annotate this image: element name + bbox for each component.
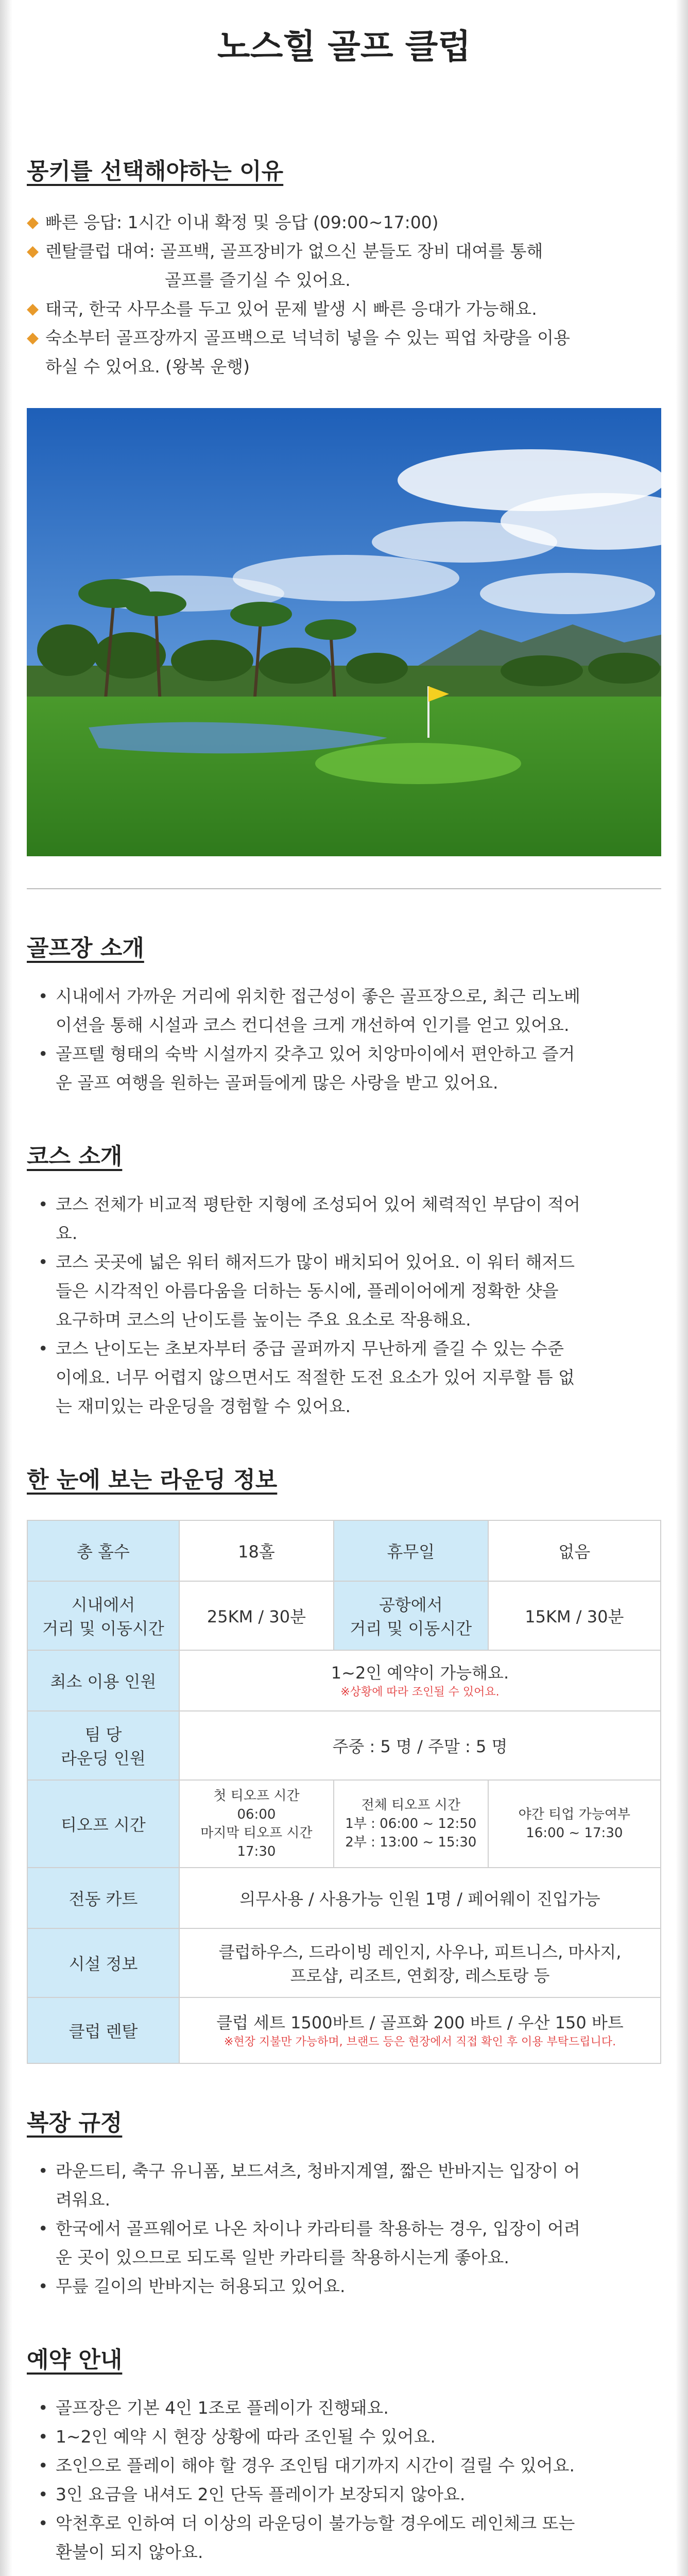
first-tee-off-line: 06:00 (237, 1807, 276, 1822)
list-item (27, 2214, 661, 2272)
intro-list (27, 982, 661, 1097)
first-tee-off-line: 17:30 (237, 1844, 276, 1859)
list-item-line: • 한국에서 골프웨어로 나온 차이나 카라티를 착용하는 경우, 입장이 어려 (56, 2218, 580, 2239)
city-distance-label-line: 거리 및 이동시간 (42, 1619, 164, 1638)
first-tee-off-line: 첫 티오프 시간 (213, 1788, 300, 1804)
diamond-bullet-icon: ◆ (27, 300, 39, 318)
min-players-text: 1~2인 예약이 가능해요. (331, 1663, 509, 1683)
table-row (27, 1928, 661, 1997)
list-item-line: 환불이 되지 않아요. (56, 2542, 203, 2562)
rental-note: ※현장 지불만 가능하며, 브랜드 등은 현장에서 직접 확인 후 이용 부탁드립니다. (223, 2036, 616, 2048)
reserve-list (27, 2394, 661, 2567)
list-item (27, 2422, 661, 2451)
why-item (27, 324, 661, 381)
list-item-line: 는 재미있는 라운딩을 경험할 수 있어요. (56, 1396, 351, 1416)
table-row (27, 1711, 661, 1780)
dress-list (27, 2157, 661, 2301)
list-item (27, 982, 661, 1040)
table-row (27, 1650, 661, 1711)
list-item-line: 이션을 통해 시설과 코스 컨디션을 크게 개선하여 인기를 얻고 있어요. (56, 1015, 570, 1035)
section-title-reserve: 예약 안내 (27, 2347, 123, 2373)
list-item-line: 요구하며 코스의 난이도를 높이는 주요 요소로 작용해요. (56, 1310, 471, 1330)
golf-course-photo (27, 408, 661, 856)
all-tee-off-line: 1부 : 06:00 ~ 12:50 (345, 1816, 477, 1832)
section-title-why: 몽키를 선택해야하는 이유 (27, 158, 284, 184)
facility-value-line: 프로샵, 리조트, 연회장, 레스토랑 등 (290, 1966, 550, 1986)
holes-value: 18홀 (179, 1520, 334, 1581)
airport-distance-label (334, 1581, 488, 1650)
list-item-line: 운 골프 여행을 원하는 골퍼들에게 많은 사랑을 받고 있어요. (56, 1073, 498, 1093)
tee-off-label: 티오프 시간 (27, 1780, 179, 1868)
night-tee-off-cell (488, 1780, 661, 1868)
list-item (27, 2394, 661, 2422)
why-item-line: 빠른 응답: 1시간 이내 확정 및 응답 (09:00~17:00) (45, 212, 439, 232)
list-item (27, 2451, 661, 2480)
list-item-line: 운 곳이 있으므로 되도록 일반 카라티를 착용하시는게 좋아요. (56, 2247, 509, 2267)
table-row (27, 1997, 661, 2063)
cart-label: 전동 카트 (27, 1868, 179, 1928)
night-tee-off-line: 16:00 ~ 17:30 (526, 1825, 623, 1841)
min-players-label: 최소 이용 인원 (27, 1650, 179, 1711)
list-item (27, 1190, 661, 1248)
why-item-line: 골프를 즐기실 수 있어요. (165, 270, 351, 290)
first-tee-off-cell (179, 1780, 334, 1868)
rental-value (179, 1997, 661, 2063)
course-list (27, 1190, 661, 1421)
table-row (27, 1581, 661, 1650)
team-players-label (27, 1711, 179, 1780)
why-item (27, 237, 661, 295)
round-info-table (27, 1520, 661, 2064)
why-item-line: 렌탈클럽 대여: 골프백, 골프장비가 없으신 분들도 장비 대여를 통해 (45, 241, 543, 261)
facility-value-line: 클럽하우스, 드라이빙 레인지, 사우나, 피트니스, 마사지, (218, 1942, 622, 1962)
page-shadow-left (0, 0, 12, 2576)
list-item-line: • 3인 요금을 내셔도 2인 단독 플레이가 보장되지 않아요. (56, 2484, 466, 2504)
airport-distance-value: 15KM / 30분 (488, 1581, 661, 1650)
section-title-course: 코스 소개 (27, 1143, 123, 1170)
list-item-line: • 골프장은 기본 4인 1조로 플레이가 진행돼요. (56, 2398, 389, 2418)
list-item-line: • 시내에서 가까운 거리에 위치한 접근성이 좋은 골프장으로, 최근 리노베 (56, 986, 580, 1006)
list-item-line: • 코스 전체가 비교적 평탄한 지형에 조성되어 있어 체력적인 부담이 적어 (56, 1194, 580, 1214)
night-tee-off-line: 야간 티업 가능여부 (518, 1807, 631, 1822)
list-item (27, 2157, 661, 2214)
section-divider (27, 888, 661, 889)
list-item (27, 2272, 661, 2301)
list-item-line: • 라운드티, 축구 유니폼, 보드셔츠, 청바지계열, 짧은 반바지는 입장이 어 (56, 2161, 580, 2181)
team-players-label-line: 팀 당 (84, 1725, 122, 1744)
min-players-note: ※상황에 따라 조인될 수 있어요. (340, 1686, 500, 1699)
why-list (27, 208, 661, 381)
list-item-line: 이에요. 너무 어렵지 않으면서도 적절한 도전 요소가 있어 지루할 틈 없 (56, 1367, 575, 1387)
all-tee-off-cell (334, 1780, 488, 1868)
table-row (27, 1520, 661, 1581)
list-item (27, 1334, 661, 1421)
list-item-line: • 코스 난이도는 초보자부터 중급 골퍼까지 무난하게 즐길 수 있는 수준 (56, 1338, 564, 1359)
page-title: 노스힐 골프 클럽 (217, 27, 471, 66)
table-row (27, 1780, 661, 1868)
section-title-info: 한 눈에 보는 라운딩 정보 (27, 1467, 278, 1493)
airport-distance-label-line: 거리 및 이동시간 (350, 1619, 472, 1638)
section-title-dress: 복장 규정 (27, 2110, 123, 2136)
list-item (27, 2480, 661, 2509)
list-item-line: 들은 시각적인 아름다움을 더하는 동시에, 플레이어에게 정확한 샷을 (56, 1281, 559, 1301)
content (27, 0, 661, 2576)
rental-value-text: 클럽 세트 1500바트 / 골프화 200 바트 / 우산 150 바트 (216, 2013, 624, 2032)
all-tee-off-line: 전체 티오프 시간 (361, 1798, 460, 1813)
section-title-intro: 골프장 소개 (27, 935, 144, 961)
diamond-bullet-icon: ◆ (27, 329, 39, 347)
list-item-line: • 악천후로 인하여 더 이상의 라운딩이 불가능할 경우에도 레인체크 또는 (56, 2513, 575, 2533)
list-item-line: • 무릎 길이의 반바지는 허용되고 있어요. (56, 2276, 346, 2296)
list-item-line: • 코스 곳곳에 넓은 워터 해저드가 많이 배치되어 있어요. 이 워터 해저드 (56, 1252, 575, 1272)
diamond-bullet-icon: ◆ (27, 213, 39, 231)
facility-label: 시설 정보 (27, 1928, 179, 1997)
closed-label: 휴무일 (334, 1520, 488, 1581)
list-item-line: • 1~2인 예약 시 현장 상황에 따라 조인될 수 있어요. (56, 2427, 436, 2447)
all-tee-off-line: 2부 : 13:00 ~ 15:30 (345, 1835, 477, 1850)
why-item (27, 208, 661, 237)
list-item-line: • 골프텔 형태의 숙박 시설까지 갖추고 있어 치앙마이에서 편안하고 즐거 (56, 1044, 575, 1064)
list-item (27, 1248, 661, 1334)
page-shadow-right (676, 0, 688, 2576)
table-row (27, 1868, 661, 1928)
holes-label: 총 홀수 (27, 1520, 179, 1581)
airport-distance-label-line: 공항에서 (379, 1595, 443, 1615)
min-players-value (179, 1650, 661, 1711)
first-tee-off-line: 마지막 티오프 시간 (200, 1825, 313, 1841)
list-item-line: 요. (56, 1223, 78, 1243)
cart-value: 의무사용 / 사용가능 인원 1명 / 페어웨이 진입가능 (179, 1868, 661, 1928)
why-item-line: 하실 수 있어요. (왕복 운행) (45, 357, 250, 377)
list-item (27, 2509, 661, 2567)
team-players-value: 주중 : 5 명 / 주말 : 5 명 (179, 1711, 661, 1780)
diamond-bullet-icon: ◆ (27, 242, 39, 260)
why-item-line: 태국, 한국 사무소를 두고 있어 문제 발생 시 빠른 응대가 가능해요. (45, 299, 537, 319)
team-players-label-line: 라운딩 인원 (61, 1749, 146, 1768)
list-item (27, 1040, 661, 1097)
city-distance-label-line: 시내에서 (71, 1595, 135, 1615)
rental-label: 클럽 렌탈 (27, 1997, 179, 2063)
list-item-line: • 조인으로 플레이 해야 할 경우 조인팀 대기까지 시간이 걸릴 수 있어요. (56, 2455, 575, 2476)
closed-value: 없음 (488, 1520, 661, 1581)
city-distance-value: 25KM / 30분 (179, 1581, 334, 1650)
facility-value (179, 1928, 661, 1997)
list-item-line: 려워요. (56, 2190, 111, 2210)
city-distance-label (27, 1581, 179, 1650)
why-item (27, 295, 661, 324)
why-item-line: 숙소부터 골프장까지 골프백으로 넉넉히 넣을 수 있는 픽업 차량을 이용 (45, 328, 570, 348)
